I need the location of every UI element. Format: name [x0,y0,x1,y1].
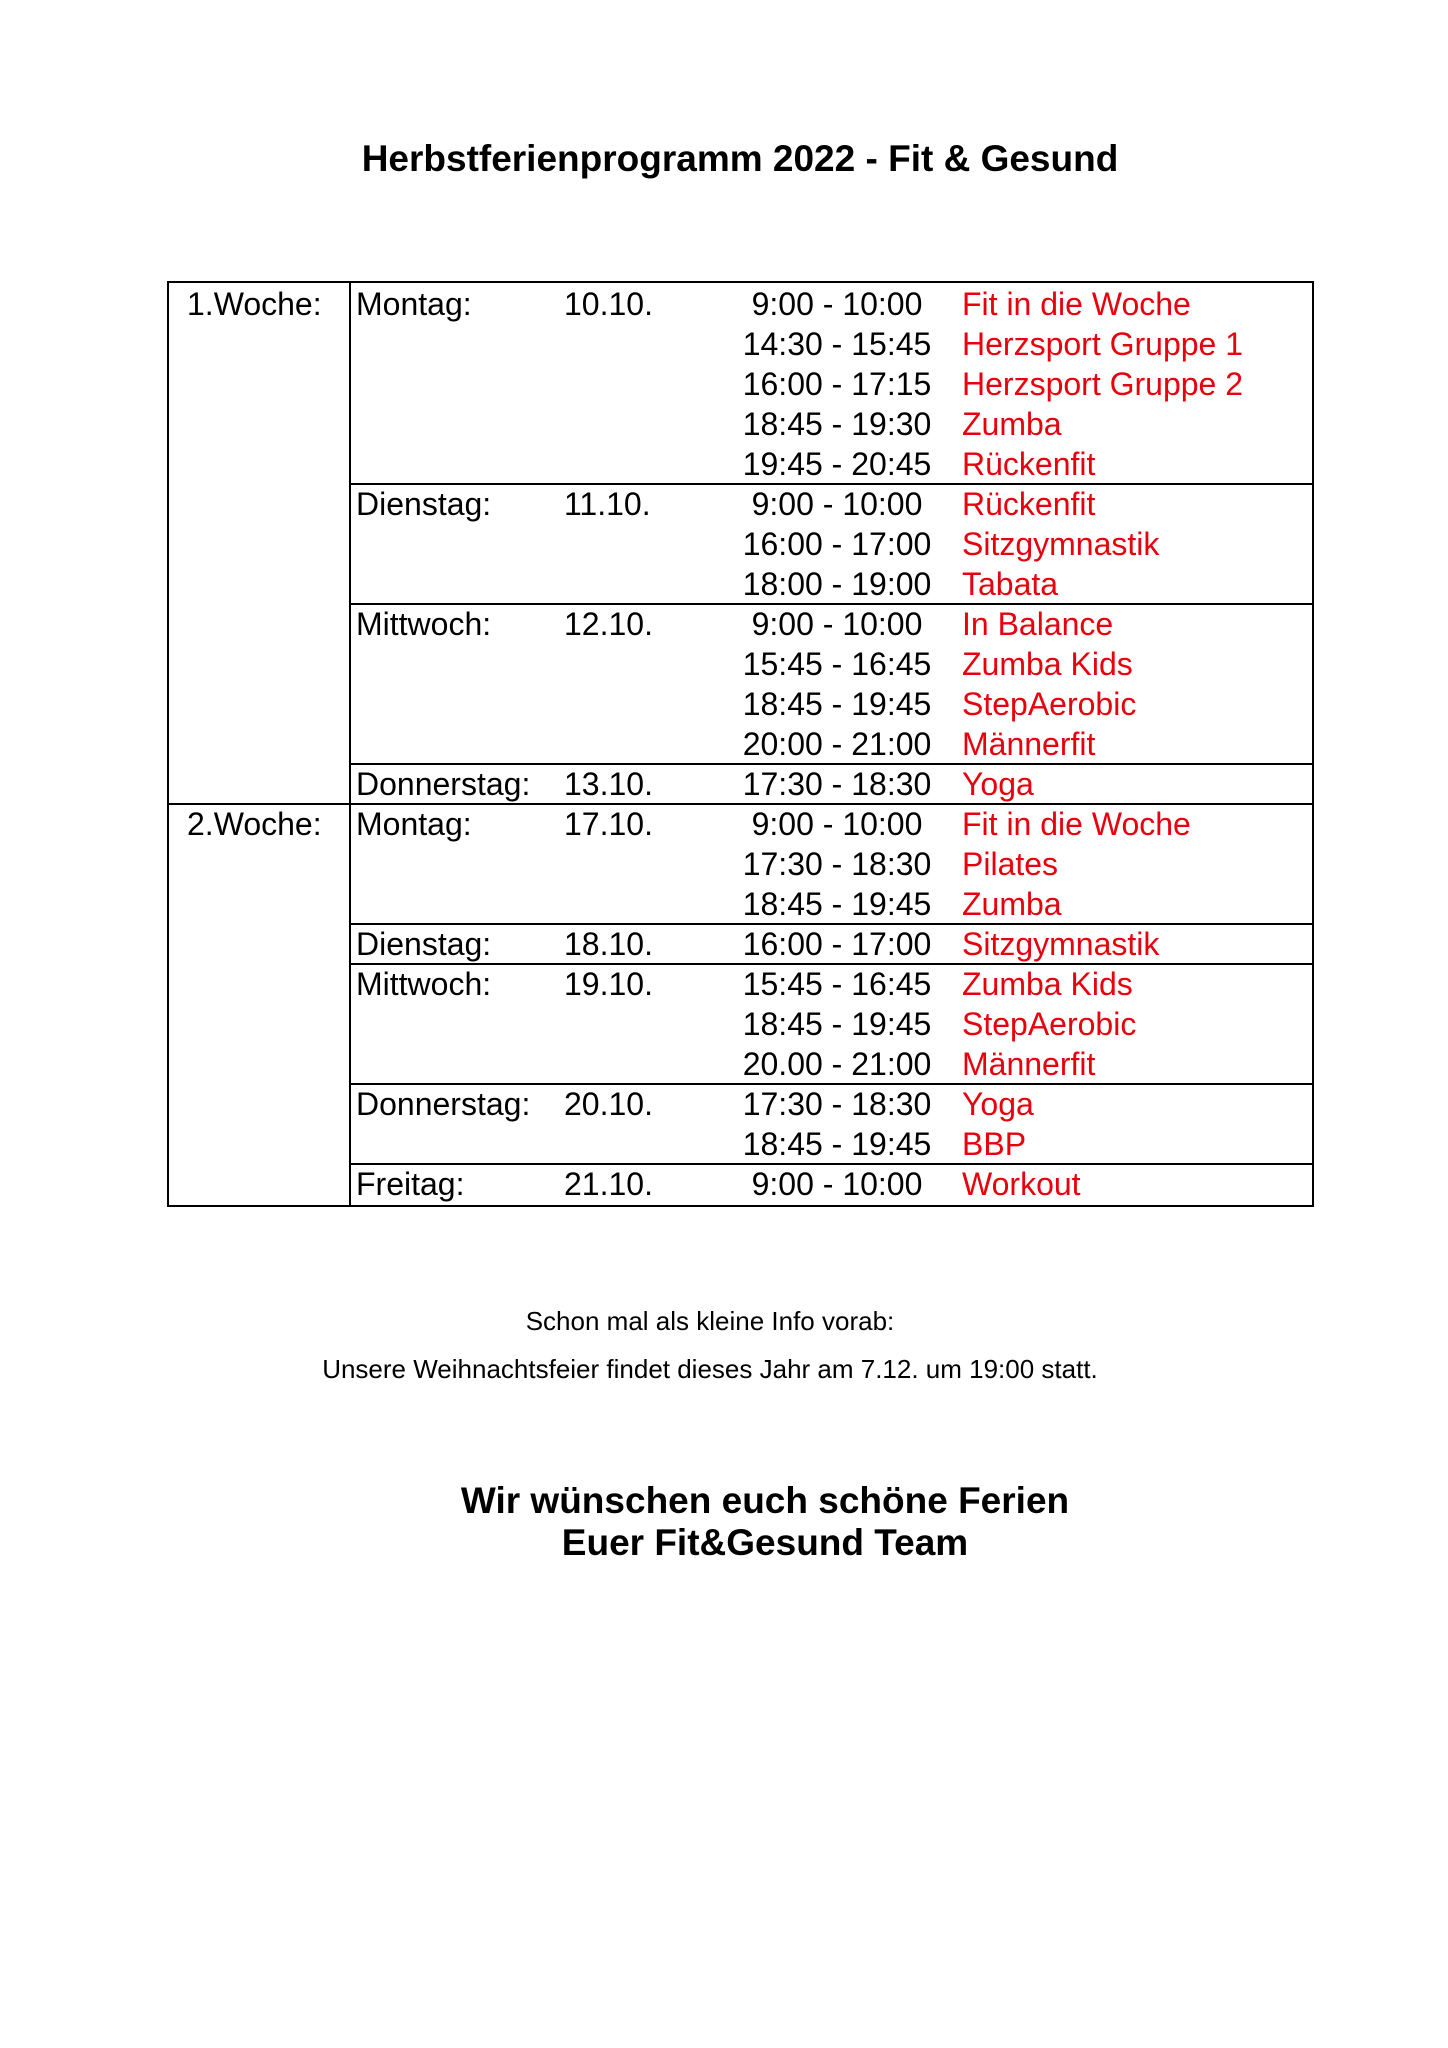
schedule-row [169,484,1312,524]
activity-name: Zumba Kids [962,966,1133,1002]
activity-name: Fit in die Woche [962,806,1191,842]
day-label: Dienstag: [356,926,492,962]
day-label: Mittwoch: [356,966,492,1002]
schedule-row [169,844,1312,884]
schedule-row [169,684,1312,724]
day-label: Donnerstag: [356,766,531,802]
time-slot: 9:00 - 10:00 [751,486,923,522]
activity-name: Herzsport Gruppe 1 [962,326,1244,362]
activity-name: StepAerobic [962,686,1137,722]
time-slot: 9:00 - 10:00 [751,1166,923,1202]
day-divider [349,923,1312,925]
time-slot: 18:45 - 19:45 [742,1006,932,1042]
date-label: 13.10. [564,766,653,802]
activity-name: Workout [962,1166,1081,1202]
activity-name: StepAerobic [962,1006,1137,1042]
activity-name: Rückenfit [962,486,1096,522]
info-christmas: Unsere Weihnachtsfeier findet dieses Jahr am 7.12. um 19:00 statt. [322,1354,1098,1384]
info-intro: Schon mal als kleine Info vorab: [525,1306,895,1336]
activity-name: Yoga [962,766,1034,802]
activity-name: Sitzgymnastik [962,526,1160,562]
schedule-row [169,924,1312,964]
date-label: 11.10. [564,486,651,522]
time-slot: 20:00 - 21:00 [742,726,932,762]
date-label: 12.10. [564,606,653,642]
activity-name: Männerfit [962,726,1096,762]
activity-name: Zumba [962,886,1062,922]
day-label: Montag: [356,286,472,322]
schedule-row [169,564,1312,604]
time-slot: 19:45 - 20:45 [742,446,932,482]
day-divider [349,603,1312,605]
schedule-row [169,1164,1312,1204]
day-label: Mittwoch: [356,606,492,642]
schedule-row [169,804,1312,844]
time-slot: 9:00 - 10:00 [751,286,923,322]
schedule-row [169,964,1312,1004]
closing-wish: Wir wünschen euch schöne Ferien [460,1480,1070,1521]
time-slot: 16:00 - 17:15 [742,366,932,402]
activity-name: Zumba [962,406,1062,442]
activity-name: Zumba Kids [962,646,1133,682]
time-slot: 18:45 - 19:45 [742,686,932,722]
date-label: 21.10. [564,1166,653,1202]
day-divider [349,1163,1312,1165]
activity-name: Männerfit [962,1046,1096,1082]
time-slot: 18:45 - 19:45 [742,886,932,922]
schedule-row [169,364,1312,404]
schedule-row [169,524,1312,564]
activity-name: Fit in die Woche [962,286,1191,322]
time-slot: 16:00 - 17:00 [742,926,932,962]
schedule-row [169,1044,1312,1084]
day-label: Montag: [356,806,472,842]
time-slot: 17:30 - 18:30 [742,1086,932,1122]
week-divider [169,803,1312,805]
date-label: 19.10. [564,966,653,1002]
schedule-row [169,444,1312,484]
time-slot: 9:00 - 10:00 [751,606,923,642]
schedule-row [169,284,1312,324]
schedule-row [169,644,1312,684]
date-label: 10.10. [564,286,653,322]
time-slot: 18:45 - 19:30 [742,406,932,442]
week-label: 1.Woche: [187,286,322,322]
schedule-row [169,1084,1312,1124]
week-label: 2.Woche: [187,806,322,842]
day-label: Donnerstag: [356,1086,531,1122]
day-divider [349,483,1312,485]
time-slot: 14:30 - 15:45 [742,326,932,362]
closing-signature: Euer Fit&Gesund Team [561,1522,969,1563]
page-title: Herbstferienprogramm 2022 - Fit & Gesund [361,138,1119,179]
schedule-row [169,404,1312,444]
day-divider [349,963,1312,965]
schedule-row [169,324,1312,364]
time-slot: 16:00 - 17:00 [742,526,932,562]
time-slot: 18:45 - 19:45 [742,1126,932,1162]
schedule-row [169,764,1312,804]
activity-name: Yoga [962,1086,1034,1122]
time-slot: 9:00 - 10:00 [751,806,923,842]
closing-message [0,1480,1448,1564]
activity-name: Tabata [962,566,1059,602]
time-slot: 17:30 - 18:30 [742,766,932,802]
activity-name: Pilates [962,846,1059,882]
activity-name: BBP [962,1126,1027,1162]
date-label: 17.10. [564,806,653,842]
day-label: Freitag: [356,1166,465,1202]
time-slot: 20.00 - 21:00 [742,1046,932,1082]
date-label: 20.10. [564,1086,653,1122]
schedule-row [169,1124,1312,1164]
day-label: Dienstag: [356,486,492,522]
schedule-table [167,281,1314,1207]
schedule-row [169,604,1312,644]
activity-name: In Balance [962,606,1114,642]
day-divider [349,1083,1312,1085]
time-slot: 15:45 - 16:45 [742,646,932,682]
time-slot: 15:45 - 16:45 [742,966,932,1002]
date-label: 18.10. [564,926,653,962]
time-slot: 17:30 - 18:30 [742,846,932,882]
time-slot: 18:00 - 19:00 [742,566,932,602]
activity-name: Herzsport Gruppe 2 [962,366,1244,402]
day-divider [349,763,1312,765]
activity-name: Sitzgymnastik [962,926,1160,962]
activity-name: Rückenfit [962,446,1096,482]
schedule-row [169,724,1312,764]
schedule-row [169,884,1312,924]
schedule-row [169,1004,1312,1044]
